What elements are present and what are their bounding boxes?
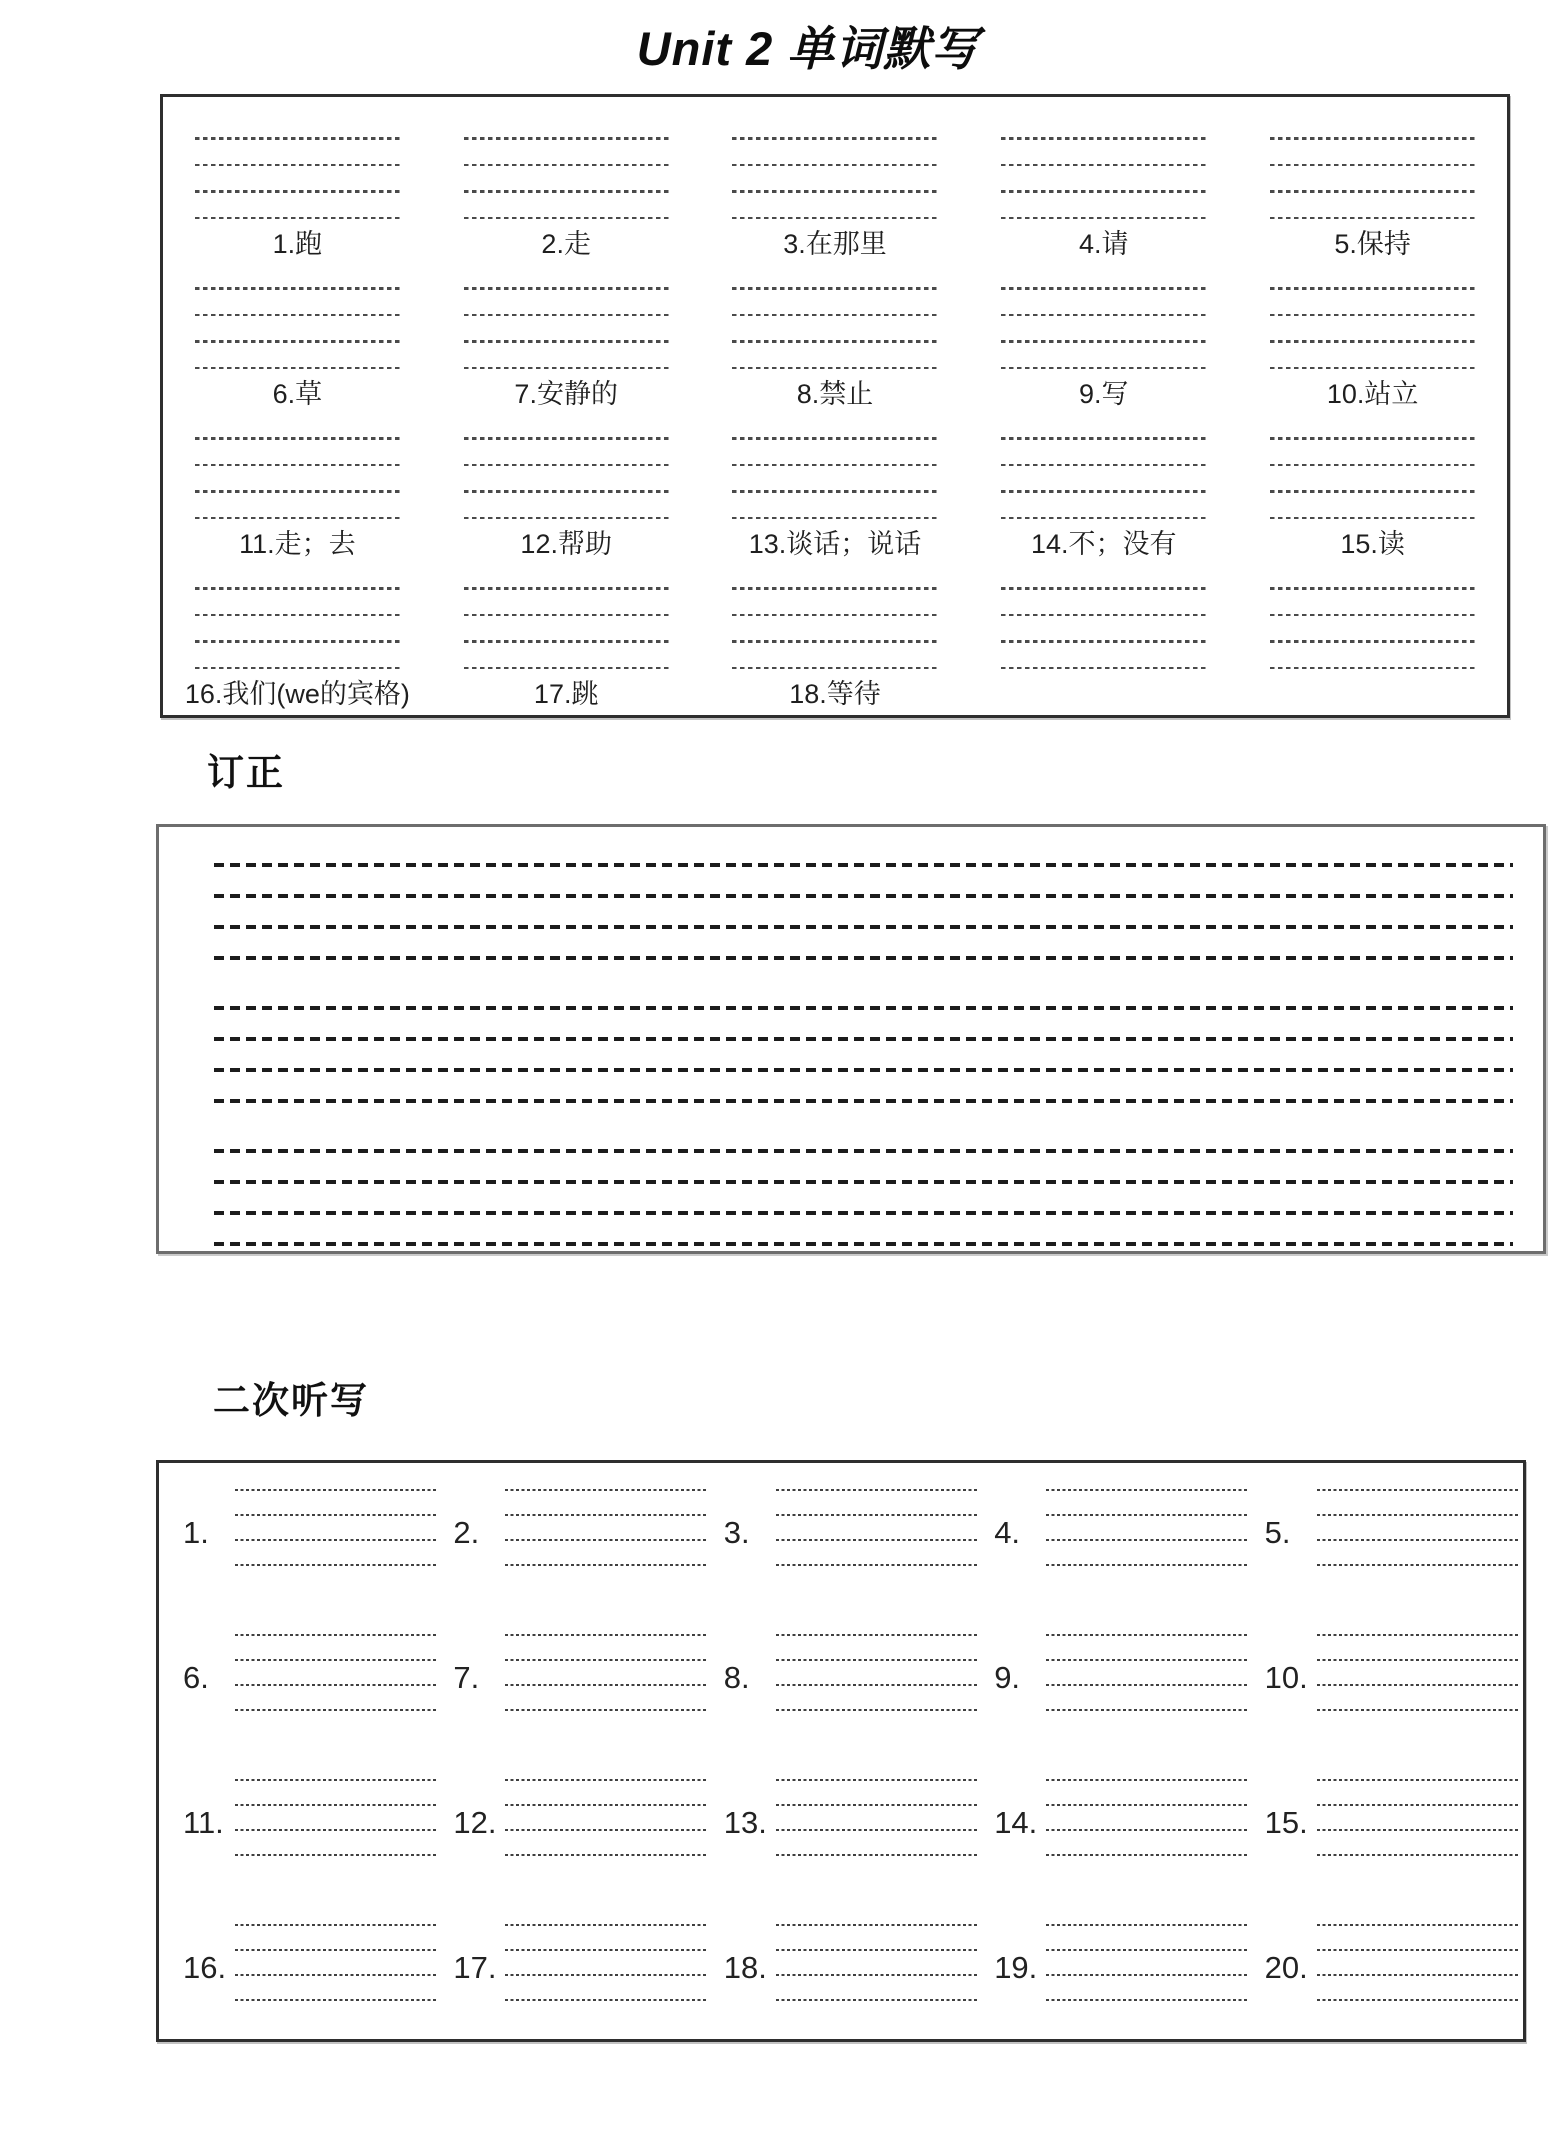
dashed-line xyxy=(214,863,1513,867)
writing-lines xyxy=(1317,1489,1519,1566)
dashed-line xyxy=(1317,1974,1519,1976)
dashed-line xyxy=(1317,1709,1519,1711)
dashed-line xyxy=(235,1949,437,1951)
word-prompt: 17.跳 xyxy=(533,679,599,709)
second-dictation-box xyxy=(156,1460,1526,2042)
writing-lines xyxy=(1270,437,1475,519)
word-cell xyxy=(969,137,1238,287)
dashed-line xyxy=(1270,137,1475,140)
dashed-line xyxy=(1001,464,1206,467)
dashed-line xyxy=(235,1539,437,1541)
dictation-item xyxy=(441,1924,711,2069)
dashed-line xyxy=(732,517,937,520)
dashed-line xyxy=(1270,667,1475,670)
dashed-line xyxy=(235,1829,437,1831)
dashed-line xyxy=(235,1779,437,1781)
dashed-line xyxy=(732,287,937,290)
writing-lines xyxy=(1001,137,1206,219)
dictation-item xyxy=(441,1634,711,1779)
dashed-line xyxy=(214,1242,1513,1246)
dictation-item xyxy=(712,1779,982,1924)
dashed-line xyxy=(235,1684,437,1686)
word-cell xyxy=(701,287,970,437)
item-number: 5. xyxy=(1264,1515,1291,1550)
dashed-line xyxy=(776,1779,978,1781)
second-dictation-heading: 二次听写 xyxy=(213,1380,369,1421)
dictation-item xyxy=(171,1779,441,1924)
dashed-line xyxy=(195,640,400,643)
dashed-line xyxy=(235,1659,437,1661)
item-number: 15. xyxy=(1264,1805,1308,1840)
writing-lines xyxy=(464,437,669,519)
dashed-line xyxy=(1270,314,1475,317)
dashed-line xyxy=(195,490,400,493)
dictation-item xyxy=(982,1489,1252,1634)
dashed-line xyxy=(776,1924,978,1926)
dashed-line xyxy=(464,437,669,440)
writing-lines xyxy=(732,587,937,669)
dashed-line xyxy=(214,1149,1513,1153)
dashed-line xyxy=(195,367,400,370)
writing-lines xyxy=(1046,1924,1248,2001)
dashed-line xyxy=(1270,437,1475,440)
dashed-line xyxy=(776,1829,978,1831)
dashed-line xyxy=(1046,1709,1248,1711)
word-prompt: 16.我们(we的宾格) xyxy=(184,679,410,709)
correction-heading: 订正 xyxy=(207,752,285,793)
dashed-line xyxy=(235,1999,437,2001)
word-cell-empty xyxy=(969,587,1238,737)
item-number: 6. xyxy=(183,1660,209,1695)
dashed-line xyxy=(235,1564,437,1566)
word-cell xyxy=(701,437,970,587)
word-cell-empty xyxy=(1238,587,1507,737)
dashed-line xyxy=(464,640,669,643)
dashed-line xyxy=(214,925,1513,929)
item-number: 19. xyxy=(994,1950,1038,1985)
dashed-line xyxy=(195,340,400,343)
dashed-line xyxy=(464,340,669,343)
dashed-line xyxy=(1317,1854,1519,1856)
dictation-item xyxy=(712,1634,982,1779)
word-prompt: 13.谈话；说话 xyxy=(748,529,922,559)
dashed-line xyxy=(214,1006,1513,1010)
dictation-item xyxy=(171,1634,441,1779)
dashed-line xyxy=(195,217,400,220)
writing-lines xyxy=(195,137,400,219)
dashed-line xyxy=(464,137,669,140)
dashed-line xyxy=(195,517,400,520)
dashed-line xyxy=(505,1974,707,1976)
dashed-line xyxy=(776,1684,978,1686)
item-number: 1. xyxy=(183,1515,209,1550)
dashed-line xyxy=(464,287,669,290)
dashed-line xyxy=(464,217,669,220)
writing-lines xyxy=(505,1634,707,1711)
dashed-line xyxy=(1270,587,1475,590)
writing-lines xyxy=(732,437,937,519)
writing-lines xyxy=(1317,1924,1519,2001)
dashed-line xyxy=(732,164,937,167)
word-cell xyxy=(701,137,970,287)
dashed-line xyxy=(195,667,400,670)
dashed-line xyxy=(464,614,669,617)
dashed-line xyxy=(1046,1949,1248,1951)
dashed-line xyxy=(1270,217,1475,220)
writing-lines xyxy=(776,1924,978,2001)
dashed-line xyxy=(1317,1999,1519,2001)
dashed-line xyxy=(214,1211,1513,1215)
dashed-line xyxy=(1001,367,1206,370)
dashed-line xyxy=(195,190,400,193)
dashed-line xyxy=(1270,367,1475,370)
dashed-line xyxy=(776,1489,978,1491)
dashed-line xyxy=(1046,1804,1248,1806)
dictation-item xyxy=(441,1779,711,1924)
word-prompt: 11.走；去 xyxy=(239,529,356,559)
writing-lines xyxy=(1046,1634,1248,1711)
writing-lines xyxy=(235,1924,437,2001)
dashed-line xyxy=(235,1854,437,1856)
dashed-line xyxy=(1001,190,1206,193)
dashed-line xyxy=(732,437,937,440)
dashed-line xyxy=(1046,1924,1248,1926)
dashed-line xyxy=(1046,1779,1248,1781)
dictation-item xyxy=(1253,1924,1523,2069)
dashed-line xyxy=(195,164,400,167)
dashed-line xyxy=(776,1974,978,1976)
writing-lines xyxy=(1046,1779,1248,1856)
dashed-line xyxy=(1317,1779,1519,1781)
word-cell xyxy=(163,587,432,737)
dashed-line xyxy=(732,340,937,343)
dashed-line xyxy=(776,1854,978,1856)
dashed-line xyxy=(1001,614,1206,617)
dashed-line xyxy=(214,1037,1513,1041)
dashed-line xyxy=(235,1924,437,1926)
dashed-line xyxy=(505,1949,707,1951)
word-dictation-box xyxy=(160,94,1510,718)
dashed-line xyxy=(1046,1514,1248,1516)
word-prompt: 2.走 xyxy=(541,229,591,259)
dashed-line xyxy=(214,1068,1513,1072)
word-prompt: 15.读 xyxy=(1340,529,1405,559)
dashed-line xyxy=(1001,587,1206,590)
dashed-line xyxy=(1001,164,1206,167)
dashed-line xyxy=(732,314,937,317)
dashed-line xyxy=(1046,1829,1248,1831)
dashed-line xyxy=(1001,314,1206,317)
dashed-line xyxy=(1001,517,1206,520)
writing-lines xyxy=(1270,137,1475,219)
dashed-line xyxy=(1270,640,1475,643)
dashed-line xyxy=(195,137,400,140)
word-prompt: 12.帮助 xyxy=(520,529,612,559)
writing-lines xyxy=(464,587,669,669)
dashed-line xyxy=(195,464,400,467)
dashed-line xyxy=(505,1514,707,1516)
dashed-line xyxy=(776,1539,978,1541)
dashed-line xyxy=(214,1180,1513,1184)
dashed-line xyxy=(776,1999,978,2001)
dashed-line xyxy=(1270,464,1475,467)
dictation-item xyxy=(1253,1779,1523,1924)
correction-lines-group xyxy=(214,863,1513,960)
word-cell xyxy=(1238,137,1507,287)
dictation-item xyxy=(982,1779,1252,1924)
item-number: 2. xyxy=(453,1515,480,1550)
dashed-line xyxy=(1046,1489,1248,1491)
dashed-line xyxy=(776,1949,978,1951)
dashed-line xyxy=(235,1709,437,1711)
dashed-line xyxy=(776,1804,978,1806)
dashed-line xyxy=(1001,287,1206,290)
correction-lines-group xyxy=(214,1006,1513,1103)
dashed-line xyxy=(1317,1564,1519,1566)
item-number: 16. xyxy=(183,1950,227,1985)
writing-lines xyxy=(1317,1634,1519,1711)
dashed-line xyxy=(776,1564,978,1566)
writing-lines xyxy=(1001,587,1206,669)
dashed-line xyxy=(464,367,669,370)
dashed-line xyxy=(1046,1659,1248,1661)
dashed-line xyxy=(505,1804,707,1806)
dashed-line xyxy=(505,1659,707,1661)
dashed-line xyxy=(732,137,937,140)
dictation-item xyxy=(441,1489,711,1634)
dictation-item xyxy=(982,1634,1252,1779)
dictation-item xyxy=(982,1924,1252,2069)
dashed-line xyxy=(1317,1804,1519,1806)
dashed-line xyxy=(732,640,937,643)
dashed-line xyxy=(235,1634,437,1636)
dashed-line xyxy=(1046,1854,1248,1856)
dashed-line xyxy=(776,1709,978,1711)
word-cell xyxy=(432,137,701,287)
dashed-line xyxy=(505,1539,707,1541)
word-cell xyxy=(432,287,701,437)
dashed-line xyxy=(505,1854,707,1856)
word-prompt: 8.禁止 xyxy=(796,379,874,409)
dashed-line xyxy=(1317,1539,1519,1541)
writing-lines xyxy=(732,287,937,369)
dashed-line xyxy=(464,464,669,467)
writing-lines xyxy=(1317,1779,1519,1856)
dashed-line xyxy=(1046,1999,1248,2001)
writing-lines xyxy=(195,437,400,519)
writing-lines xyxy=(776,1489,978,1566)
correction-lines-group xyxy=(214,1149,1513,1246)
item-number: 13. xyxy=(723,1805,767,1840)
word-cell xyxy=(163,287,432,437)
dashed-line xyxy=(464,490,669,493)
dashed-line xyxy=(732,614,937,617)
word-prompt: 4.请 xyxy=(1079,229,1129,259)
dashed-line xyxy=(1317,1489,1519,1491)
dashed-line xyxy=(235,1489,437,1491)
dashed-line xyxy=(1317,1659,1519,1661)
dashed-line xyxy=(505,1634,707,1636)
dashed-line xyxy=(464,587,669,590)
dashed-line xyxy=(1270,340,1475,343)
dashed-line xyxy=(464,667,669,670)
word-cell xyxy=(701,587,970,737)
writing-lines xyxy=(776,1634,978,1711)
dashed-line xyxy=(505,1999,707,2001)
item-number: 17. xyxy=(453,1950,497,1985)
writing-lines xyxy=(195,587,400,669)
item-number: 18. xyxy=(723,1950,767,1985)
dashed-line xyxy=(1270,517,1475,520)
dashed-line xyxy=(732,587,937,590)
word-cell xyxy=(1238,437,1507,587)
dashed-line xyxy=(1001,217,1206,220)
word-prompt: 1.跑 xyxy=(272,229,323,259)
dictation-item xyxy=(171,1924,441,2069)
dashed-line xyxy=(505,1779,707,1781)
dashed-line xyxy=(505,1924,707,1926)
dashed-line xyxy=(732,464,937,467)
dashed-line xyxy=(1270,190,1475,193)
dashed-line xyxy=(214,1099,1513,1103)
word-prompt: 10.站立 xyxy=(1326,379,1419,409)
dashed-line xyxy=(195,614,400,617)
writing-lines xyxy=(1001,287,1206,369)
dashed-line xyxy=(776,1514,978,1516)
writing-lines xyxy=(505,1489,707,1566)
dashed-line xyxy=(732,667,937,670)
dashed-line xyxy=(1317,1634,1519,1636)
dictation-item xyxy=(712,1489,982,1634)
word-cell xyxy=(1238,287,1507,437)
dashed-line xyxy=(1270,287,1475,290)
dashed-line xyxy=(505,1564,707,1566)
dashed-line xyxy=(1046,1684,1248,1686)
writing-lines xyxy=(1001,437,1206,519)
dashed-line xyxy=(1317,1514,1519,1516)
dashed-line xyxy=(732,490,937,493)
item-number: 8. xyxy=(723,1660,750,1695)
correction-box xyxy=(156,824,1546,1254)
writing-lines xyxy=(464,137,669,219)
item-number: 4. xyxy=(994,1515,1021,1550)
dashed-line xyxy=(1001,437,1206,440)
dictation-item xyxy=(1253,1489,1523,1634)
item-number: 11. xyxy=(183,1805,224,1840)
dashed-line xyxy=(464,164,669,167)
dashed-line xyxy=(235,1974,437,1976)
item-number: 12. xyxy=(453,1805,497,1840)
dashed-line xyxy=(732,367,937,370)
dashed-line xyxy=(1001,137,1206,140)
word-prompt: 3.在那里 xyxy=(783,229,887,259)
dashed-line xyxy=(195,587,400,590)
word-prompt: 14.不；没有 xyxy=(1031,529,1177,559)
writing-lines xyxy=(505,1924,707,2001)
dashed-line xyxy=(464,314,669,317)
writing-lines xyxy=(235,1779,437,1856)
writing-lines xyxy=(235,1489,437,1566)
dashed-line xyxy=(732,217,937,220)
dashed-line xyxy=(195,437,400,440)
writing-lines xyxy=(1270,587,1475,669)
dashed-line xyxy=(776,1659,978,1661)
word-prompt: 7.安静的 xyxy=(514,379,618,409)
dashed-line xyxy=(505,1489,707,1491)
dictation-item xyxy=(171,1489,441,1634)
dashed-line xyxy=(1001,340,1206,343)
item-number: 9. xyxy=(994,1660,1021,1695)
writing-lines xyxy=(776,1779,978,1856)
writing-lines xyxy=(464,287,669,369)
dashed-line xyxy=(214,894,1513,898)
item-number: 14. xyxy=(994,1805,1038,1840)
dashed-line xyxy=(1270,490,1475,493)
dashed-line xyxy=(195,287,400,290)
dashed-line xyxy=(464,517,669,520)
writing-lines xyxy=(1270,287,1475,369)
dashed-line xyxy=(235,1514,437,1516)
dashed-line xyxy=(1046,1634,1248,1636)
dashed-line xyxy=(214,956,1513,960)
word-cell xyxy=(432,587,701,737)
item-number: 7. xyxy=(453,1660,480,1695)
word-cell xyxy=(969,437,1238,587)
writing-lines xyxy=(732,137,937,219)
dashed-line xyxy=(1317,1949,1519,1951)
writing-lines xyxy=(235,1634,437,1711)
dashed-line xyxy=(1317,1829,1519,1831)
item-number: 3. xyxy=(723,1515,750,1550)
writing-lines xyxy=(1046,1489,1248,1566)
dashed-line xyxy=(1001,640,1206,643)
word-cell xyxy=(163,137,432,287)
word-prompt: 5.保持 xyxy=(1334,229,1411,259)
dashed-line xyxy=(1001,490,1206,493)
dashed-line xyxy=(505,1684,707,1686)
writing-lines xyxy=(505,1779,707,1856)
dashed-line xyxy=(505,1829,707,1831)
dashed-line xyxy=(1046,1974,1248,1976)
dashed-line xyxy=(1317,1684,1519,1686)
word-prompt: 18.等待 xyxy=(789,679,881,709)
dictation-item xyxy=(1253,1634,1523,1779)
dictation-item xyxy=(712,1924,982,2069)
dashed-line xyxy=(1046,1564,1248,1566)
word-cell xyxy=(969,287,1238,437)
dashed-line xyxy=(1317,1924,1519,1926)
dashed-line xyxy=(505,1709,707,1711)
writing-lines xyxy=(195,287,400,369)
word-prompt: 6.草 xyxy=(272,379,323,409)
page-title: Unit 2 单词默写 xyxy=(636,22,980,75)
item-number: 10. xyxy=(1264,1660,1308,1695)
word-prompt: 9.写 xyxy=(1079,379,1129,409)
dashed-line xyxy=(235,1804,437,1806)
dashed-line xyxy=(195,314,400,317)
dashed-line xyxy=(1001,667,1206,670)
dashed-line xyxy=(1270,164,1475,167)
dashed-line xyxy=(1046,1539,1248,1541)
item-number: 20. xyxy=(1264,1950,1308,1985)
word-cell xyxy=(163,437,432,587)
word-cell xyxy=(432,437,701,587)
dashed-line xyxy=(464,190,669,193)
dashed-line xyxy=(732,190,937,193)
dashed-line xyxy=(1270,614,1475,617)
dashed-line xyxy=(776,1634,978,1636)
